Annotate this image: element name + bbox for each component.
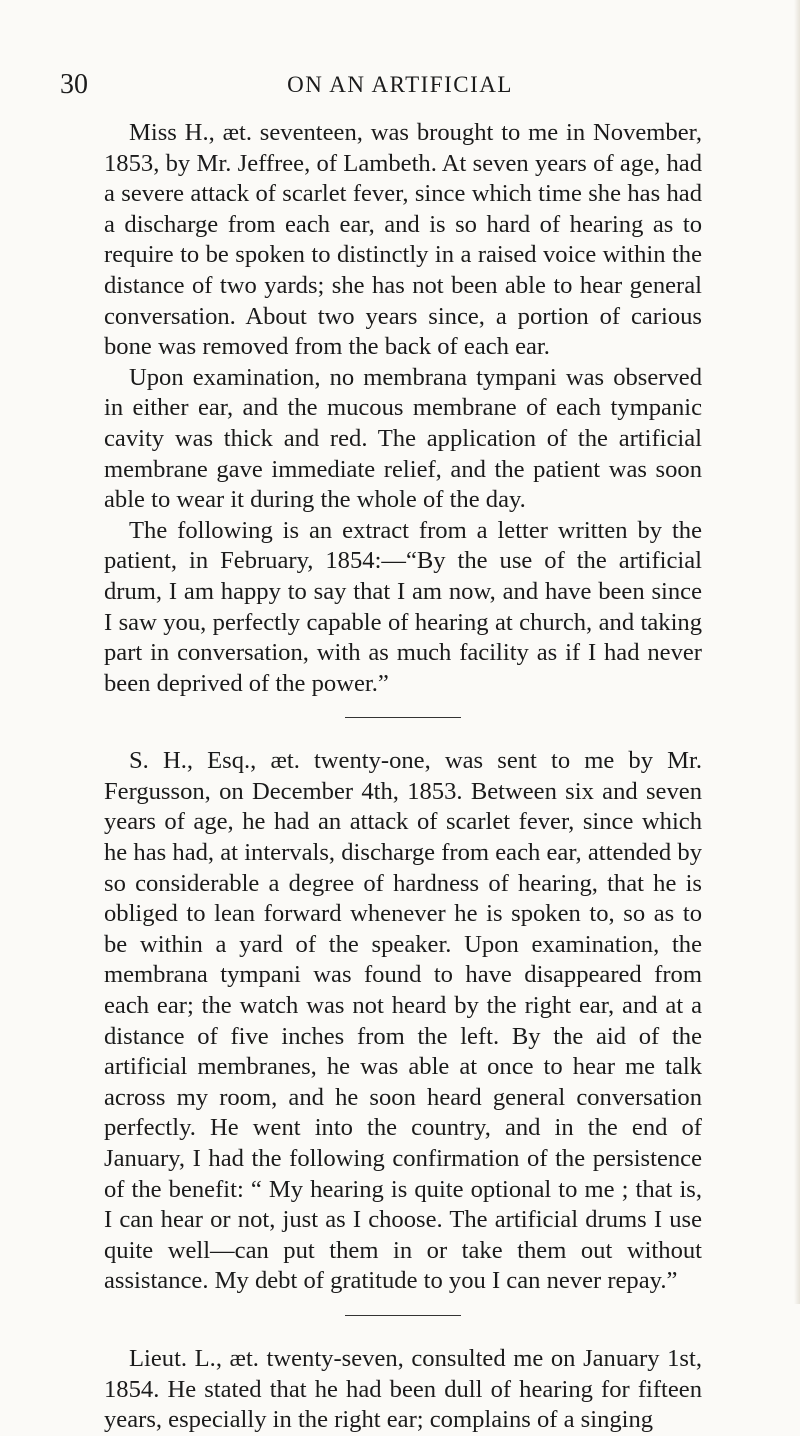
running-head: ON AN ARTIFICIAL (287, 72, 513, 97)
paragraph: Upon examination, no membrana tympani was observed in either ear, and the mucous membrane of each tympanic cavity was thick and red. The application of the artificial membrane gave immediate relief, and the patient was soon able to wear it during the whole of the day. (104, 363, 702, 514)
paragraph: The following is an extract from a letter written by the patient, in February, 1854:—“By the use of the artificial drum, I am happy to say that I am now, and have been since I saw you, perfectly capable of hearing at church, and taking part in conversation, with as much facility as if I had never been deprived of the power.” (104, 516, 702, 697)
page-edge-shadow (794, 0, 800, 1304)
paragraph: Lieut. L., æt. twenty-seven, consulted me on January 1st, 1854. He stated that he had been dull of hearing for fifteen years, especially in the right ear; complains of a singing (104, 1344, 702, 1434)
page-header (60, 60, 740, 110)
paragraph: S. H., Esq., æt. twenty-one, was sent to me by Mr. Fergusson, on December 4th, 1853. Between six and seven years of age, he had an attack of scarlet fever, since which he has had, at intervals, discharge from each ear, attended by so considerable a degree of hardness of hearing, that he is obliged to lean forward whenever he is spoken to, so as to be within a yard of the speaker. Upon examination, the membrana tympani was found to have disappeared from each ear; the watch was not heard by the right ear, and at a distance of five inches from the left. By the aid of the artificial membranes, he was able at once to hear me talk across my room, and he soon heard general conversation perfectly. He went into the country, and in the end of January, I had the following confirmation of the persistence of the benefit: “ My hearing is quite optional to me ; that is, I can hear or not, just as I choose. The artificial drums I use quite well—can put them in or take them out without assistance. My debt of gratitude to you I can never repay.” (104, 747, 702, 1295)
page-body (104, 118, 702, 1436)
case-lieut-l (104, 1344, 702, 1436)
section-divider (345, 717, 461, 718)
case-s-h (104, 746, 702, 1297)
page-number: 30 (60, 69, 88, 100)
case-miss-h (104, 118, 702, 699)
paragraph: Miss H., æt. seventeen, was brought to me in November, 1853, by Mr. Jeffree, of Lambeth. At seven years of age, had a severe attack of scarlet fever, since which time she has had a discharge from each ear, and is so hard of hearing as to require to be spoken to distinctly in a raised voice within the distance of two yards; she has not been able to hear general conversation. About two years since, a portion of carious bone was removed from the back of each ear. (104, 119, 702, 361)
section-divider (345, 1315, 461, 1316)
